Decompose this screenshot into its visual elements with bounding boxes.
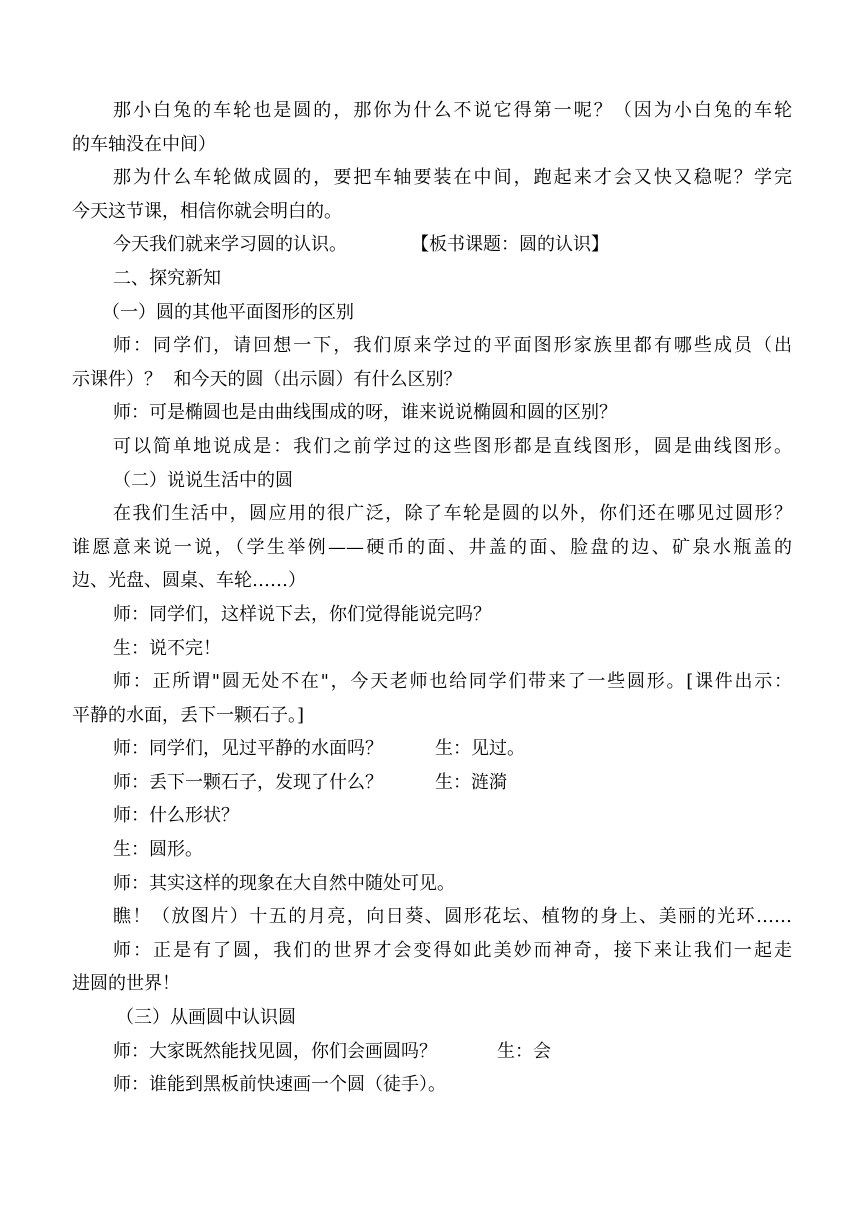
paragraph: 师：其实这样的现象在大自然中随处可见。 [113,872,455,894]
text-line: 进圆的世界！ [72,973,180,995]
text-line: 师：同学们，请回想一下，我们原来学过的平面图形家族里都有哪些成员（出 [113,335,792,357]
text-line: 谁愿意来说一说，（学生举例——硬币的面、井盖的面、脸盘的边、矿泉水瓶盖的 [72,536,792,558]
blackboard-title: 【板书课题：圆的认识】 [411,234,609,256]
paragraph: 生：说不完！ [113,637,221,659]
teacher-line: 师：丢下一颗石子，发现了什么？ [113,771,383,793]
paragraph [72,161,792,228]
paragraph [72,934,792,1001]
subsection-heading: （二）说说生活中的圆 [113,469,293,491]
paragraph [72,497,792,598]
dialogue-line [72,766,792,800]
teacher-line: 师：同学们，见过平静的水面吗？ [113,738,383,760]
paragraph [72,94,792,161]
student-line: 生：会 [497,1040,551,1062]
text-line: 今天这节课，相信你就会明白的。 [72,200,342,222]
paragraph [72,228,792,262]
text-line: 在我们生活中，圆应用的很广泛，除了车轮是圆的以外，你们还在哪见过圆形？ [113,503,792,525]
subsection-heading: （一）圆的其他平面图形的区别 [102,301,354,323]
dialogue-line [72,1035,792,1069]
section-heading: 二、探究新知 [113,267,221,289]
text-line: 边、光盘、圆桌、车轮……） [72,570,306,592]
paragraph: 师：谁能到黑板前快速画一个圆（徒手）。 [113,1074,446,1096]
paragraph [72,329,792,396]
paragraph: 瞧！（放图片）十五的月亮，向日葵、圆形花坛、植物的身上、美丽的光环…… [113,906,792,928]
text-line: 师：正是有了圆，我们的世界才会变得如此美妙而神奇，接下来让我们一起走 [113,939,792,961]
student-line: 生：见过。 [435,738,525,760]
text-segment: 今天我们就来学习圆的认识。 [113,234,347,256]
paragraph: 生：圆形。 [113,839,203,861]
text-line: 那小白兔的车轮也是圆的，那你为什么不说它得第一呢？（因为小白兔的车轮 [113,100,792,121]
dialogue-line [72,732,792,766]
text-line: 师：正所谓"圆无处不在"，今天老师也给同学们带来了一些圆形。[课件出示： [113,671,792,693]
text-line: 示课件）？ 和今天的圆（出示圆）有什么区别？ [72,368,462,390]
subsection-heading: （三）从画圆中认识圆 [116,1007,296,1029]
text-line: 平静的水面，丢下一颗石子。] [72,704,305,726]
text-line: 那为什么车轮做成圆的，要把车轴要装在中间，跑起来才会又快又稳呢？学完 [113,167,792,189]
lesson-text [72,94,792,1102]
paragraph: 师：可是椭圆也是由曲线围成的呀，谁来说说椭圆和圆的区别？ [113,402,617,424]
paragraph [72,665,792,732]
paragraph: 可以简单地说成是：我们之前学过的这些图形都是直线图形，圆是曲线图形。 [113,435,792,457]
paragraph: 师：同学们，这样说下去，你们觉得能说完吗？ [113,603,491,625]
text-line: 的车轴没在中间） [72,133,216,155]
paragraph: 师：什么形状？ [113,805,239,827]
teacher-line: 师：大家既然能找见圆，你们会画圆吗？ [113,1040,437,1062]
student-line: 生：涟漪 [435,771,507,793]
